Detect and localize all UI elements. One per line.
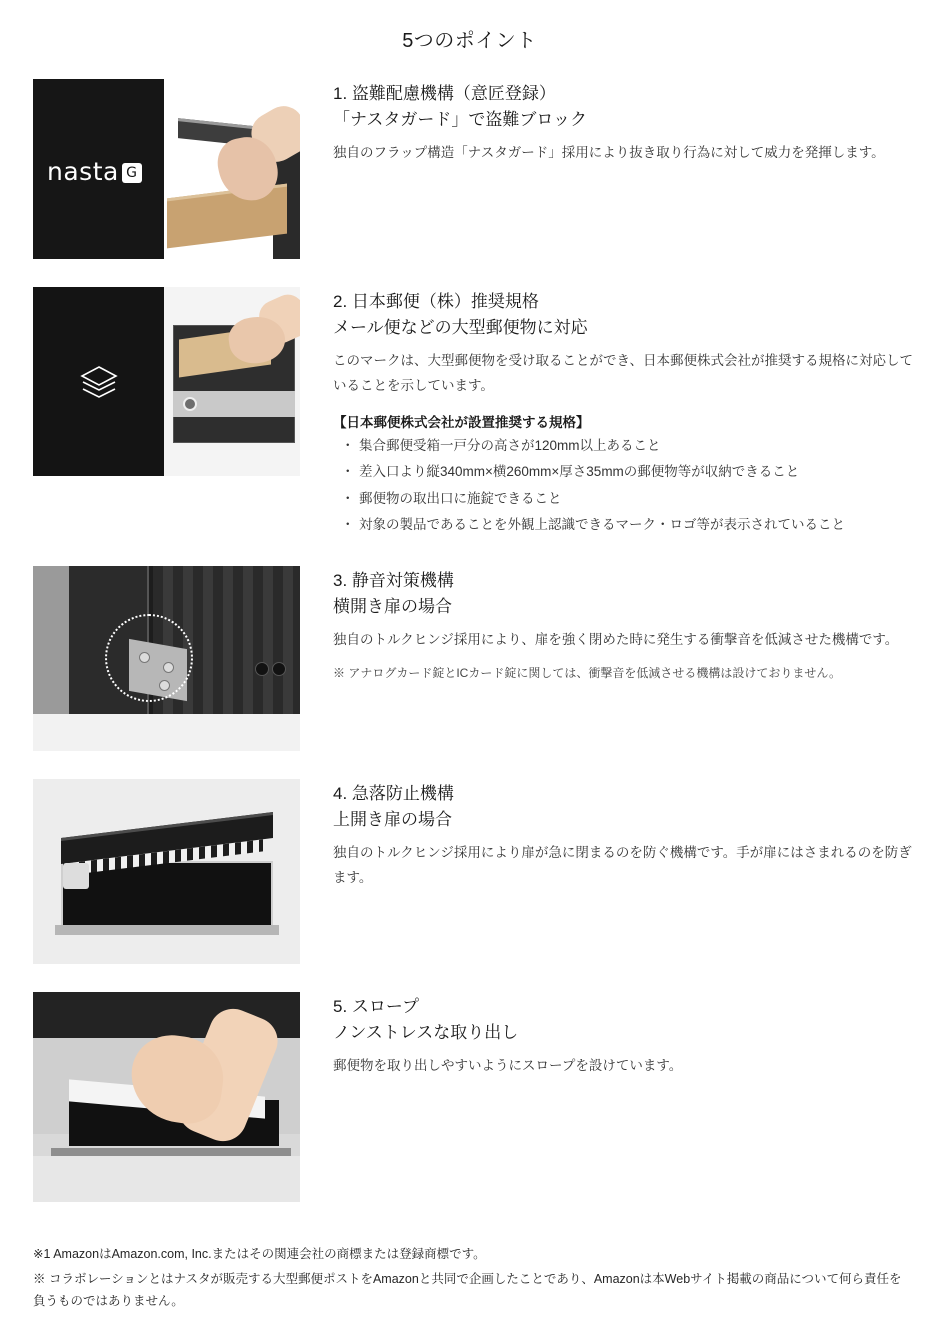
nasta-logo-text: nasta — [47, 157, 119, 186]
point-3-heading2: 横開き扉の場合 — [333, 596, 452, 616]
point-item-1 — [0, 79, 939, 259]
footnote-2: ※ コラボレーションとはナスタが販売する大型郵便ポストをAmazonと共同で企画したことであり、Amazonは本Webサイト掲載の商品について何ら責任を負うものではありません。 — [33, 1272, 902, 1308]
torque-hinge — [63, 863, 89, 889]
point-5-body: 郵便物を取り出しやすいようにスロープを設けています。 — [333, 1058, 683, 1074]
point-2-text — [300, 287, 917, 538]
point-4-body: 独自のトルクヒンジ採用により扉が急に閉まるのを防ぐ機構です。手が扉にはさまれるのを防ぎます。 — [333, 845, 912, 886]
point-4-image — [33, 779, 300, 964]
nasta-logo — [47, 157, 142, 186]
point-item-4 — [0, 779, 939, 964]
point-5-heading1: 5. スロープ — [333, 997, 420, 1017]
point-2-body: このマークは、大型郵便物を受け取ることができ、日本郵便株式会社が推奨する規格に対応していることを示しています。 — [333, 353, 913, 393]
point-4-text — [300, 779, 917, 891]
vent-holes — [255, 662, 289, 678]
mailbox-base — [55, 925, 279, 935]
points-list — [0, 79, 939, 1202]
point-4-heading1: 4. 急落防止機構 — [333, 784, 454, 804]
point-4-heading2: 上開き扉の場合 — [333, 809, 452, 829]
footnote-1: ※1 AmazonはAmazon.com, Inc.またはその関連会社の商標または登録商標です。 — [33, 1247, 486, 1262]
point-item-5 — [0, 992, 939, 1202]
list-item: ・ 郵便物の取出口に施錠できること — [341, 486, 917, 512]
point-1-heading1: 1. 盗難配慮機構（意匠登録） — [333, 84, 556, 103]
list-item: ・ 対象の製品であることを外観上認識できるマーク・ロゴ等が表示されていること — [341, 512, 917, 538]
point-5-text — [300, 992, 917, 1079]
footnotes — [0, 1230, 939, 1336]
list-item: ・ 差入口より縦340mm×横260mm×厚さ35mmの郵便物等が収納できること — [341, 459, 917, 485]
point-1-text — [300, 79, 917, 166]
nasta-logo-badge: G — [122, 163, 142, 183]
point-1-body: 独自のフラップ構造「ナスタガード」採用により抜き取り行為に対して威力を発揮します。 — [333, 145, 885, 160]
point-3-image — [33, 566, 300, 751]
point-5-heading2: ノンストレスな取り出し — [333, 1022, 519, 1042]
highlight-circle — [105, 614, 193, 702]
point-2-heading1: 2. 日本郵便（株）推奨規格 — [333, 292, 539, 311]
list-item: ・ 集合郵便受箱一戸分の高さが120mm以上あること — [341, 433, 917, 459]
point-3-note: ※ アナログカード錠とICカード錠に関しては、衝撃音を低減させる機構は設けておりません。 — [333, 666, 842, 681]
point-1-image — [33, 79, 300, 259]
photo-bottom-strip — [33, 714, 300, 751]
point-2-heading2: メール便などの大型郵便物に対応 — [333, 317, 588, 337]
mailbox-lower — [33, 1156, 300, 1202]
page-title: 5つのポイント — [402, 30, 537, 52]
point-item-2 — [0, 287, 939, 538]
point-3-heading1: 3. 静音対策機構 — [333, 571, 454, 591]
japan-post-stack-icon — [79, 365, 119, 399]
mailbox-rail — [51, 1148, 291, 1156]
point-1-heading2: 「ナスタガード」で盗難ブロック — [333, 109, 587, 129]
point-2-subtitle: 【日本郵便株式会社が設置推奨する規格】 — [333, 414, 590, 430]
point-item-3 — [0, 566, 939, 751]
point-3-text — [300, 566, 917, 685]
point-2-spec-list — [333, 433, 917, 538]
point-2-image — [33, 287, 300, 476]
mailbox-dial — [183, 397, 197, 411]
point-5-image — [33, 992, 300, 1202]
point-3-body: 独自のトルクヒンジ採用により、扉を強く閉めた時に発生する衝撃音を低減させた機構です。 — [333, 632, 899, 648]
